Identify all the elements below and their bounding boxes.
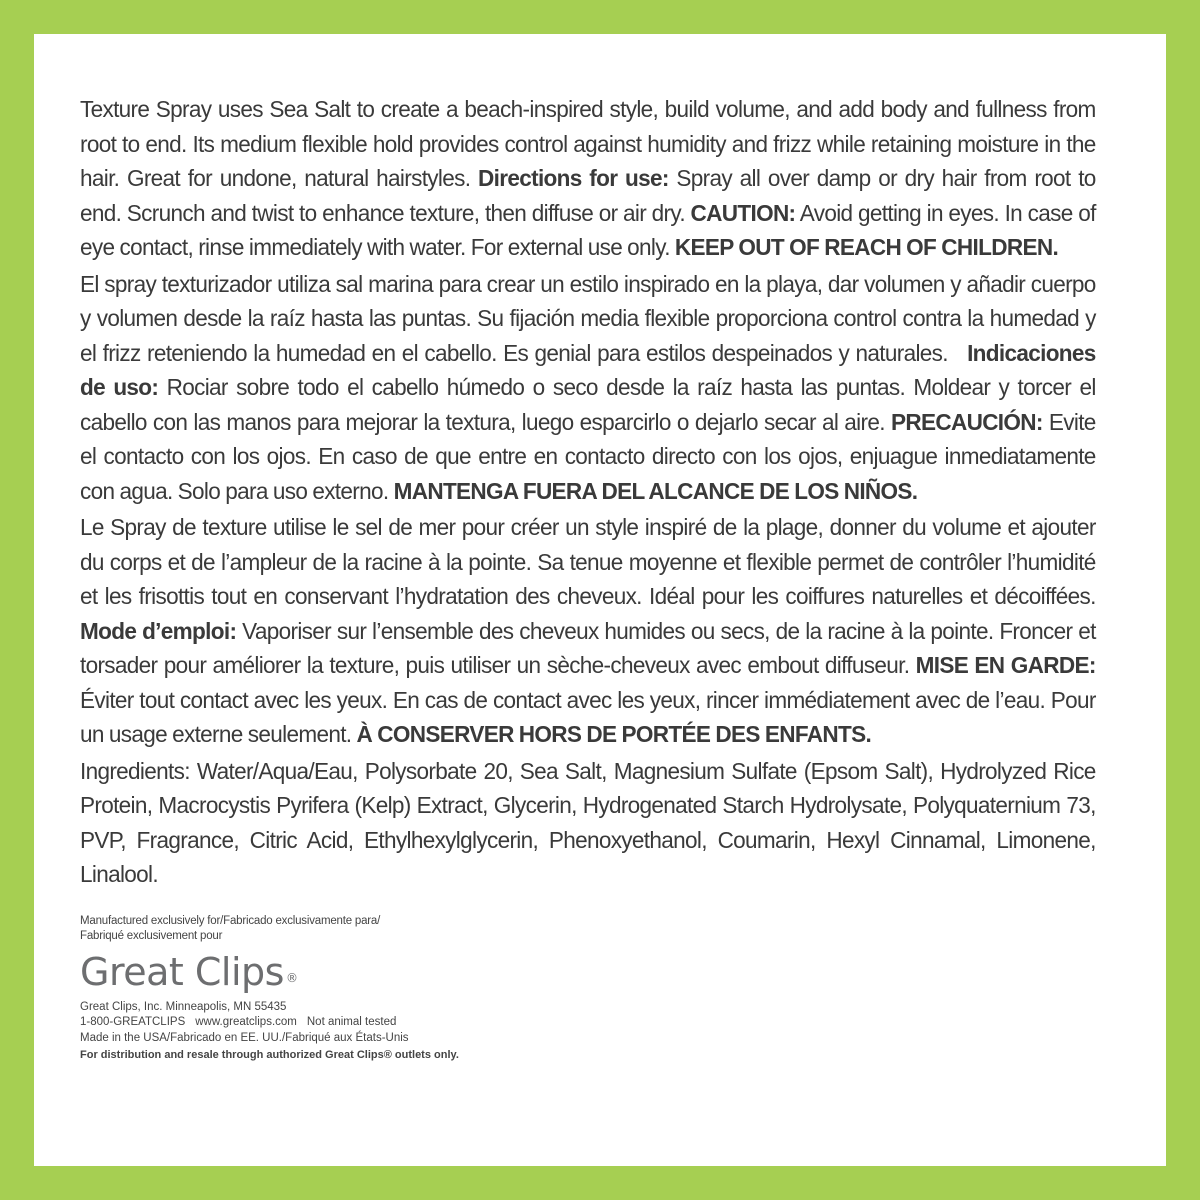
spanish-paragraph [80,267,1101,509]
en-text-2: Spray all over damp or dry hair from root to end. Scrunch and twist to enhance texture, then diffuse or air dry. [80,165,1096,226]
en-text-3: Avoid getting in eyes. In case of eye contact, rinse immediately with water. For external use only. [80,199,1096,260]
english-paragraph [80,92,1096,265]
website-link: www.greatclips.com [195,1016,297,1028]
es-caution-heading: PRECAUCIÓN: [890,408,1043,435]
fr-text-3: Éviter tout contact avec les yeux. En cas de contact avec les yeux, rincer immédiatement avec de l’eau. Pour un usage externe seulement. [80,686,1096,747]
animal-testing-note: Not animal tested [306,1016,397,1028]
manufactured-line-2: Fabriqué exclusivement pour [80,929,223,942]
es-keep-out-warning: MANTENGA FUERA DEL ALCANCE DE LOS NIÑOS. [393,477,918,504]
distribution-note: For distribution and resale through authorized Great Clips® outlets only. [80,1049,459,1061]
fr-text-2: Vaporiser sur l’ensemble des cheveux humides ou secs, de la racine à la pointe. Froncer et torsader pour améliorer la texture, puis utiliser un sèche-cheveux avec embout diffuseur. [80,617,1096,678]
fr-directions-heading: Mode d’emploi: [80,617,237,644]
es-text-3: Evite el contacto con los ojos. En caso de que entre en contacto directo con los ojos, enjuague inmediatamente con agua. Solo para uso externo. [80,408,1096,504]
registered-mark: ® [285,970,298,985]
phone-number: 1-800-GREATCLIPS [80,1016,186,1028]
en-directions-heading: Directions for use: [478,165,669,191]
made-in-note: Made in the USA/Fabricado en EE. UU./Fabriqué aux États-Unis [80,1031,409,1044]
fr-text-1: Le Spray de texture utilise le sel de mer pour créer un style inspiré de la plage, donner du volume et ajouter du corps et de l’ampleur de la racine à la pointe. Sa tenue moyenne et flexible permet de contrôler l’humidité et les frisottis tout en conservant l’hydratation des cheveux. Idéal pour les coiffures naturelles et décoiffées. [80,514,1096,609]
manufactured-line-1: Manufactured exclusively for/Fabricado exclusivamente para/ [80,914,381,927]
es-text-2: Rociar sobre todo el cabello húmedo o seco desde la raíz hasta las puntas. Moldear y torcer el cabello con las manos para mejorar la textura, luego esparcirlo o dejarlo secar al aire. [80,374,1096,435]
company-address: Great Clips, Inc. Minneapolis, MN 55435 [80,1000,287,1013]
fr-keep-out-warning: À CONSERVER HORS DE PORTÉE DES ENFANTS. [356,721,872,747]
logo-text: Great Clips [80,949,284,994]
manufacturer-note [80,914,1100,944]
en-caution-heading: CAUTION: [690,199,796,226]
label-panel [34,34,1166,1166]
en-keep-out-warning: KEEP OUT OF REACH OF CHILDREN. [674,234,1059,260]
contact-line [80,1015,1100,1031]
ingredients-list: Ingredients: Water/Aqua/Eau, Polysorbate 20, Sea Salt, Magnesium Sulfate (Epsom Salt), Hydrolyzed Rice Protein, Macrocystis Pyrifera (Kelp) Extract, Glycerin, Hydrogenated Starch Hydrolysate, Polyquaternium 73, PVP, Fragrance, Citric Acid, Ethylhexylglycerin, Phenoxyethanol, Coumarin, Hexyl Cinnamal, Limonene, Linalool. [80,757,1096,887]
company-info [80,1000,1100,1064]
great-clips-logo [80,949,1100,994]
fr-caution-heading: MISE EN GARDE: [915,652,1096,678]
es-directions-heading: Indicaciones de uso: [80,339,1096,400]
french-paragraph [80,510,1096,752]
en-text-1: Texture Spray uses Sea Salt to create a beach-inspired style, build volume, and add body and fullness from root to end. Its medium flexible hold provides control against humidity and frizz while retaining moisture in the hair. Great for undone, natural hairstyles. [80,96,1096,191]
es-text-1: El spray texturizador utiliza sal marina para crear un estilo inspirado en la playa, dar volumen y añadir cuerpo y volumen desde la raíz hasta las puntas. Su fijación media flexible proporciona control contra la humedad y el frizz reteniendo la humedad en el cabello. Es genial para estilos despeinados y naturales. [80,270,1101,366]
